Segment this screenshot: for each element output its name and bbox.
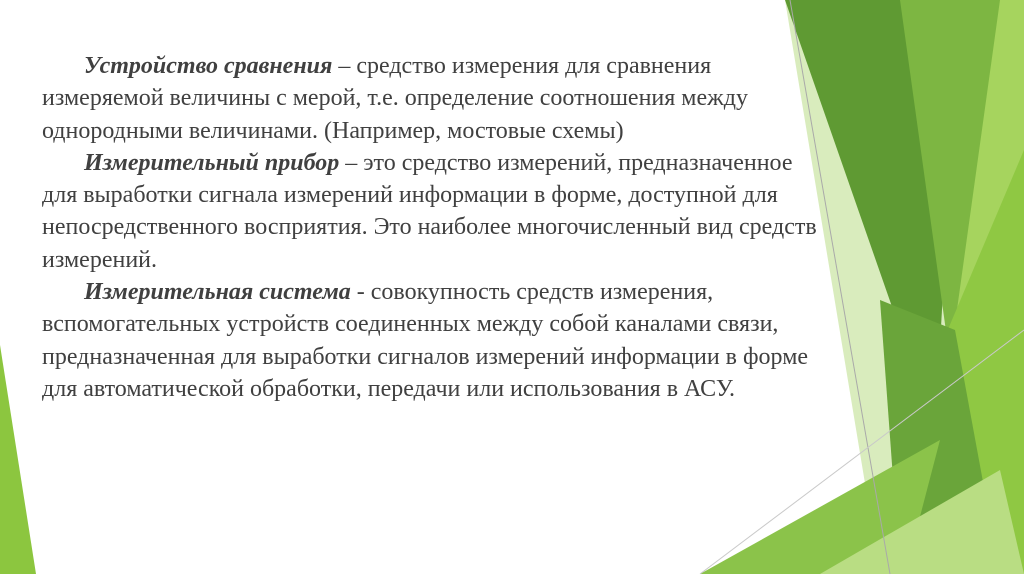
definition-comparison-device: – средство измерения для сравнения измеряемой величины с мерой, т.е. определение соотношения между однородными величинами. (Например, мостовые схемы)	[42, 53, 748, 144]
paragraph-measuring-instrument	[42, 147, 832, 276]
term-comparison-device: Устройство сравнения	[84, 53, 333, 79]
left-green-sliver	[0, 345, 36, 574]
term-measuring-instrument: Измерительный прибор	[84, 149, 340, 176]
paragraph-comparison-device	[42, 50, 832, 147]
definition-measuring-instrument: – это средство измерений, предназначенное для выработки сигнала измерений информации в форме, доступной для непосредственного восприятия. Это наиболее многочисленный вид средств измерений.	[42, 149, 817, 273]
paragraph-measuring-system	[42, 276, 832, 405]
term-measuring-system: Измерительная система	[84, 279, 351, 306]
definition-measuring-system: - совокупность средств измерения, вспомогательных устройств соединенных между собой каналами связи, предназначенная для выработки сигналов измерений информации в форме для автоматической обработки, передачи или использования в АСУ.	[42, 279, 809, 402]
definitions-text	[42, 50, 832, 405]
